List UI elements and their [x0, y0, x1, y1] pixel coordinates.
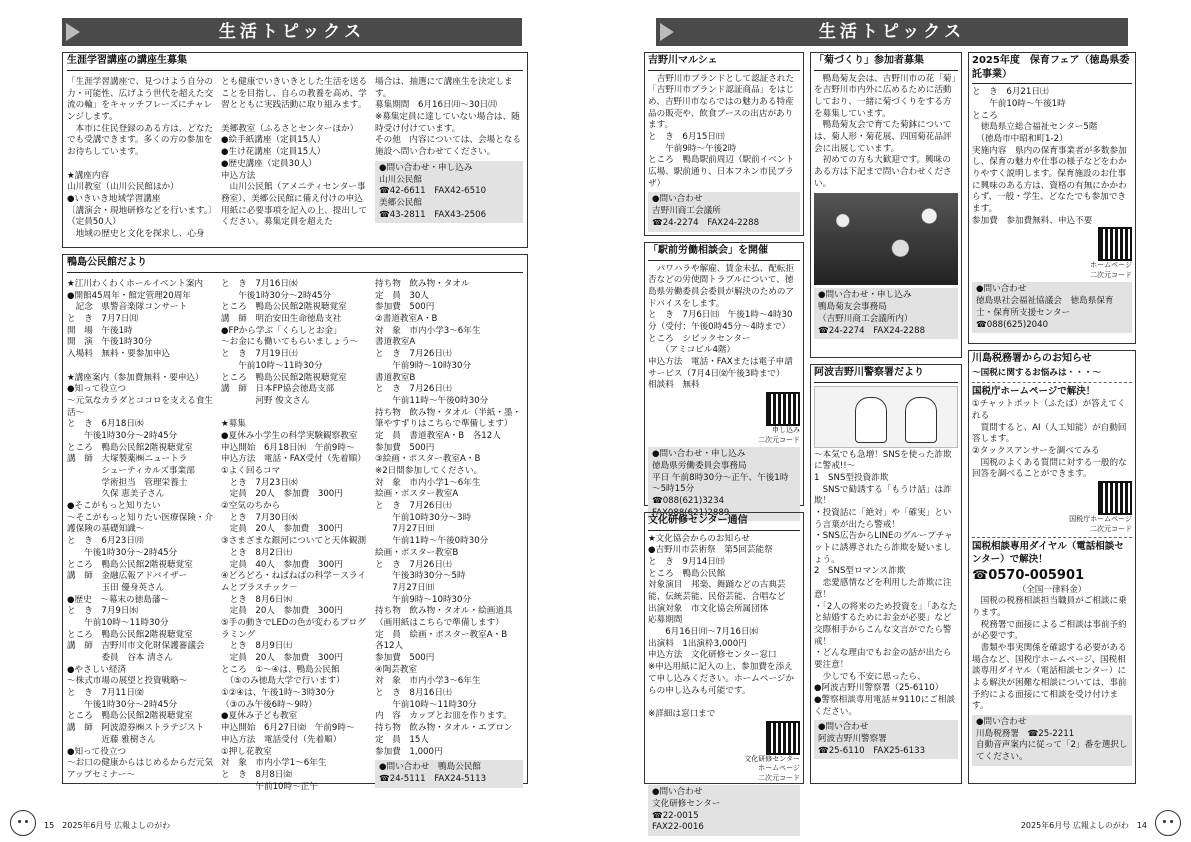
hoiku-section: 2025年度 保育フェア（徳島県委託事業） と き 6月21日㈯ 午前10時～午後1時 ところ 徳島県立総合福祉センター5階 （徳島市中昭和町1-2） 実施内容 県内の保育事業者が多数参加し、保育の魅力や仕事の様子などをわかりやすく説明します。保育施設のお仕事に興味のある方は、資格の有無にかかわらず、一般・学生、どなたでも参加できます。 参加費 参加費無料、申込不要 ホームページ 二次元コード ●問い合わせ 徳島県社会福祉協議会 徳島県保育士・保育所支援センター ☎088(625)2040 [968, 52, 1136, 344]
inquiry-box: ●問い合わせ・申し込み 徳島県労働委員会事務局 平日 午前8時30分～正午、午後1時～5時15分 ☎088(621)3234 FAX088(621)2889 [648, 447, 800, 521]
worried-couple-illustration [814, 386, 958, 448]
page-banner: 生活トピックス [656, 18, 1128, 46]
culture-section: 文化研修センター通信 ★文化協会からのお知らせ ●吉野川市芸術祭 第5回芸能祭 と き 9月14日㈰ ところ 鴨島公民館 対象演目 邦楽、舞踊などの古典芸能、伝統芸能、民俗芸能、合唱など 出演対象 市文化協会所属団体 応募期間 6月16日㈪～7月16日㈬ 出演料 1出演枠3,000円 申込方法 文化研修センター窓口 ※申込用紙に記入の上、参加費を添えて申し込みください。ホームページからの申し込みも可能です。 ※詳細は窓口まで 文化研修センター ホームページ 二次元コード ●問い合わせ 文化研修センター ☎22-0015 FAX22-0016 [644, 512, 804, 784]
page-footer: 15 2025年6月号 広報よしのがわ [44, 821, 171, 831]
page-footer: 2025年6月号 広報よしのがわ 14 [1020, 821, 1147, 831]
inquiry-box: ●問い合わせ・申し込み 鴨島菊友会事務局 （吉野川商工会議所内） ☎24-2274 FAX24-2288 [814, 288, 958, 339]
inquiry-box: ●問い合わせ 阿波吉野川警察署 ☎25-6110 FAX25-6133 [814, 720, 958, 759]
section-title: 生涯学習講座の講座生募集 [67, 53, 523, 71]
mascot-icon [10, 810, 36, 836]
qr-code-icon[interactable] [1098, 481, 1132, 515]
police-section: 阿波吉野川警察署だより ～本気でも急増！SNSを使った詐欺に警戒!!～ 1 SNS型投資詐欺 SNSで勧誘する「もうけ話」は詐欺！ ・投資話に「絶対」や「確実」という言葉が出たら警戒！ ・SNS広告からLINEのグループチャットに誘導されたら詐欺を疑いましょう。 2 SNS型ロマンス詐欺 恋愛感情などを利用した詐欺に注意！ ・「2人の将来のため投資を」「あなたと結婚するためにお金が必要」など交際相手からこんな文言がでたら警戒！ ・どんな理由でもお金の話が出たら要注意！ 少しでも不安に思ったら、 ●阿波吉野川警察署（25-6110） ●警察相談専用電話＃9110にご相談ください。 ●問い合わせ 阿波吉野川警察署 ☎25-6110 FAX25-6133 [810, 364, 962, 784]
mascot-icon [1155, 810, 1181, 836]
inquiry-box: ●問い合わせ 川島税務署 ☎25-2211 自動音声案内に従って「2」番を選択してください。 [972, 715, 1132, 766]
kamojima-section [62, 254, 528, 792]
text-column: 場合は、抽選にて講座生を決定します。 募集期間 6月16日㈪～30日㈪ ※募集定員に達していない場合は、随時受け付けています。 その他 内容については、会場となる施設へ問い合わせてください。 ●問い合わせ・申し込み 山川公民館 ☎42-6611 FAX42-6510 美郷公民館 ☎43-2811 FAX43-2506 [375, 77, 523, 249]
inquiry-box: ●問い合わせ 吉野川商工会議所 ☎24-2274 FAX24-2288 [648, 192, 800, 231]
right-page [612, 0, 1191, 842]
labor-section: 「駅前労働相談会」を開催 パワハラや解雇、賃金未払、配転拒否などの労使間トラブルについて、徳島県労働委員会委員が解決のためのアドバイスをします。 と き 7月6日㈰ 午後1時～4時30分（受付：午後0時45分～4時まで） ところ シビックセンター （アミコビル4階） 申込方法 電話・FAXまたは電子申請サービス（7月4日㈮午後3時まで） 相談料 無料 申し込み 二次元コード ●問い合わせ・申し込み 徳島県労働委員会事務局 平日 午前8時30分～正午、午後1時～5時15分 ☎088(621)3234 FAX088(621)2889 [644, 242, 804, 506]
text-column: 「生涯学習講座で、見つけよう自分の力・可能性、広げよう世代を超えた交流の輪」をキャッチフレーズにチャレンジします。 本市に住民登録のある方は、どなたでも受講できます。多くの方の参加をお待ちしています。 ★講座内容 山川教室（山川公民館ほか） ●いきいき地域学習講座 〔講演会・現地研修などを行います。〕（定員50人） 地域の歴史と文化を探求し、心身 [67, 77, 214, 239]
section-title: 吉野川マルシェ [648, 53, 800, 71]
section-title: 2025年度 保育フェア（徳島県委託事業） [972, 53, 1132, 84]
section-title: 阿波吉野川警察署だより [814, 365, 958, 383]
qr-code-icon[interactable] [766, 721, 800, 755]
inquiry-box: ●問い合わせ 鴨島公民館 ☎24-5111 FAX24-5113 [375, 760, 523, 787]
section-title: 川島税務署からのお知らせ [972, 353, 1092, 364]
inquiry-box: ●問い合わせ・申し込み 山川公民館 ☎42-6611 FAX42-6510 美郷公民館 ☎43-2811 FAX43-2506 [375, 161, 523, 223]
text-column: 持ち物 飲み物・タオル 定 員 30人 参加費 500円 ②書道教室A・B 対 象 市内小学3～6年生 書道教室A と き 7月26日㈯ 午前9時～10時30分 書道教室B と き 7月26日㈯ 午前11時～午後0時30分 持ち物 飲み物・タオル（半紙・墨・筆やすずりはこちらで準備します） 定 員 書道教室A・B 各12人 参加費 500円 ③絵画・ポスター教室A・B ※2日間参加してください。 対 象 市内小学1～6年生 絵画・ポスター教室A と き 7月26日㈯ 午前10時30分～3時 7月27日㈰ 午前11時～午後0時30分 絵画・ポスター教室B と き 7月26日㈯ 午後3時30分～5時 7月27日㈰ 午前9時～10時30分 持ち物 飲み物・タオル・絵画道具（画用紙はこちらで準備します） 定 員 絵画・ポスター教室A・B 各12人 参加費 500円 ④陶芸教室 対 象 市内小学3～6年生 と き 8月16日㈯ 午前10時～11時30分 内 容 カップとお皿を作ります。 持ち物 飲み物・タオル・エプロン 定 員 15人 参加費 1,000円 ●問い合わせ 鴨島公民館 ☎24-5111 FAX24-5113 [375, 279, 523, 781]
lifelong-section [62, 52, 528, 248]
kiku-section: 「菊づくり」参加者募集 鴨島菊友会は、吉野川市の花「菊」を吉野川市内外に広めるために活動しており、一緒に菊づくりをする方を募集しています。 鴨島菊友会で育てた菊鉢については、菊人形・菊花展、四国菊花品評会に出展しています。 初めての方も大歓迎です。興味のある方は下記まで問い合わせください。 ●問い合わせ・申し込み 鴨島菊友会事務局 （吉野川商工会議所内） ☎24-2274 FAX24-2288 [810, 52, 962, 358]
inquiry-box: ●問い合わせ 徳島県社会福祉協議会 徳島県保育士・保育所支援センター ☎088(625)2040 [972, 282, 1132, 333]
text-column: ★江川わくわくホールイベント案内 ●開館45周年・館定管理20周年 記念 県警音楽隊コンサート と き 7月7日㈪ 開 場 午後1時 開 演 午後1時30分 入場料 無料・要参加申込 ★講座案内（参加費無料・要申込） ●知って役立つ ～元気なカラダとココロを支える食生活～ と き 6月18日㈬ 午後1時30分～2時45分 ところ 鴨島公民館2階視聴覚室 講 師 大塚製薬㈱ニュートラ シューティカルズ事業部 学術担当 管理栄養士 久保 恵美子さん ●そこがもっと知りたい ～そこがもっと知りたい医療保険・介護保険の基礎知識～ と き 6月23日㈪ 午後1時30分～2時45分 ところ 鴨島公民館2階視聴覚室 講 師 金融広報アドバイザー 玉田 優身英さん ●歴史 ～幕末の徳島藩～ と き 7月9日㈬ 午前10時～11時30分 ところ 鴨島公民館2階視聴覚室 講 師 吉野川市文化財保護審議会 委員 谷本 清さん ●やさしい経済 ～株式市場の展望と投資戦略～ と き 7月11日㈮ 午後1時30分～2時45分 ところ 鴨島公民館2階視聴覚室 講 師 阿波證券㈱ストラテジスト 近藤 雅樹さん ●知って役立つ ～お口の健康からはじめるからだ元気アップセミナー～ [67, 279, 214, 780]
marche-section: 吉野川マルシェ 吉野川市ブランドとして認証された「吉野川市ブランド認証商品」をはじめ、吉野川市ならではの魅力ある特産品の販売や、飲食ブースの出店があります。 と き 6月15日㈰ 午前9時～午後2時 ところ 鴨島駅前周辺（駅前イベント広場、駅前通り、日本フネン市民プラザ） ●問い合わせ 吉野川商工会議所 ☎24-2274 FAX24-2288 [644, 52, 804, 236]
tax-section: 川島税務署からのお知らせ ～国税に関するお悩みは・・・～ 国税庁ホームページで解決！ ①チャットボット（ふたば）が答えてくれる 質問すると、AI（人工知能）が自動回答します。 ②タックスアンサーを調べてみる 国税のよくある質問に対する一般的な回答を調べることができます。 国税庁ホームページ 二次元コード 国税相談専用ダイヤル（電話相談センター）で解決！ ☎0570-005901 （全国一律料金） 国税の税務相談担当職員がご相談に乗ります。 税務署で面接によるご相談は事前予約が必要です。 書類や事実関係を確認する必要がある場合など、国税庁ホームページ、国税相談専用ダイヤル（電話相談センター）による解決が困難な相談については、事前予約による面接にて相談を受け付けます。 ●問い合わせ 川島税務署 ☎25-2211 自動音声案内に従って「2」番を選択してください。 [968, 350, 1136, 784]
text-column: と き 7月16日㈬ 午後1時30分～2時45分 ところ 鴨島公民館2階視聴覚室 講 師 明治安田生命徳島支社 ●FPから学ぶ「くらしとお金」 ～お金にも働いてもらいましょう～ と き 7月19日㈯ 午前10時～11時30分 ところ 鴨島公民館2階視聴覚室 講 師 日本FP協会徳島支部 河野 俊文さん ★募集 ●夏休み小学生の科学実験観察教室 申込開始 6月18日㈬ 午前9時～ 申込方法 電話・FAX受付（先着順） ①よく回るコマ とき 7月23日㈬ 定員 20人 参加費 300円 ②空気のちから とき 7月30日㈬ 定員 20人 参加費 300円 ③さまざまな銀河についてと天体観測 とき 8月2日㈯ 定員 40人 参加費 300円 ④どろどろ・ねばねばの科学－スライムとプラスチック－ とき 8月6日㈬ 定員 20人 参加費 300円 ⑤手の動きでLEDの色が変わるプログラミング とき 8月9日㈯ 定員 20人 参加費 300円 ところ ①～④は、鴨島公民館 （⑤のみ徳島大学で行います） ①②④は、午後1時～3時30分 （③のみ午後6時～9時） ●夏休み子ども教室 申込開始 6月27日㈮ 午前9時～ 申込方法 電話受付（先着順） ①押し花教室 対 象 市内小学1～6年生 と き 8月8日㈮ 午前10時～正午 [221, 279, 367, 792]
section-title: 文化研修センター通信 [648, 513, 800, 531]
phone-number[interactable]: ☎0570-005901 [972, 567, 1085, 583]
text-column: とも健康でいきいきとした生活を送ることを目指し、自らの教養を高め、学習とともに実践活動に取り組みます。 美郷教室（ふるさとセンターほか） ●絵手紙講座（定員15人） ●生け花講座（定員15人） ●歴史講座（定員30人） 申込方法 山川公民館（アメニティセンター事務室）、美郷公民館に備え付けの申込用紙に必要事項を記入の上、提出してください。募集定員を超えた [221, 77, 368, 228]
section-title: 「駅前労働相談会」を開催 [648, 243, 800, 261]
chrysanthemum-photo [814, 193, 958, 285]
left-page [0, 0, 580, 842]
qr-code-icon[interactable] [766, 392, 800, 426]
section-title: 「菊づくり」参加者募集 [814, 53, 958, 71]
section-title: 鴨島公民館だより [67, 255, 523, 273]
page-banner: 生活トピックス [62, 18, 522, 46]
inquiry-box: ●問い合わせ 文化研修センター ☎22-0015 FAX22-0016 [648, 785, 800, 836]
qr-code-icon[interactable] [1098, 227, 1132, 261]
